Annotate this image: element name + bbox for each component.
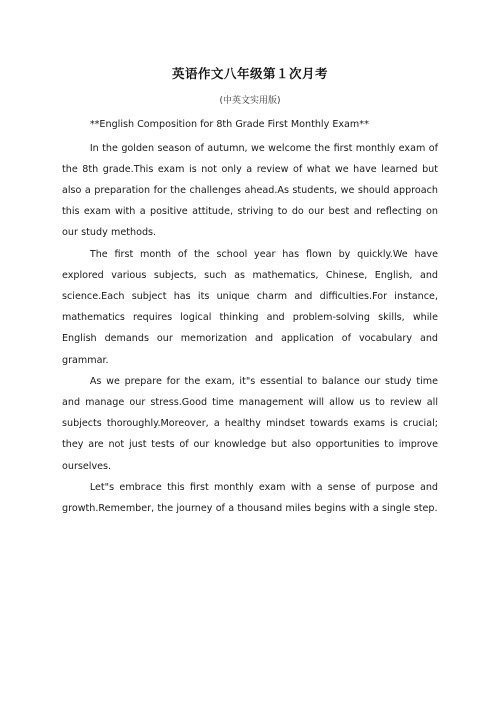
paragraph-preparation: As we prepare for the exam, it"s essential to balance our study time and manage our stress.Good time management will allow us to review all subjects thoroughly.Moreover, a healthy mindset towards exams is crucial; they are not just tests of our knowledge but also opportunities to improve ourselves. [62,375,438,472]
composition-heading: **English Composition for 8th Grade First Monthly Exam** [89,119,369,130]
paragraph-conclusion: Let"s embrace this first monthly exam with a sense of purpose and growth.Remember, the journey of a thousand miles begins with a single step. [62,481,438,515]
paragraph-first-month: The first month of the school year has flown by quickly.We have explored various subjects, such as mathematics, Chinese, English, and science.Each subject has its unique charm and difficulties.For instance, mathematics requires logical thinking and problem-solving skills, while English demands our memorization and application of vocabulary and grammar. [62,248,438,366]
paragraph-intro: In the golden season of autumn, we welcome the first monthly exam of the 8th grade.This exam is not only a review of what we have learned but also a preparation for the challenges ahead.As students, we should approach this exam with a positive attitude, striving to do our best and reflecting on our study methods. [62,142,438,239]
document-subtitle: (中英文实用版) [219,96,281,106]
document-title: 英语作文八年级第１次月考 [171,66,328,81]
